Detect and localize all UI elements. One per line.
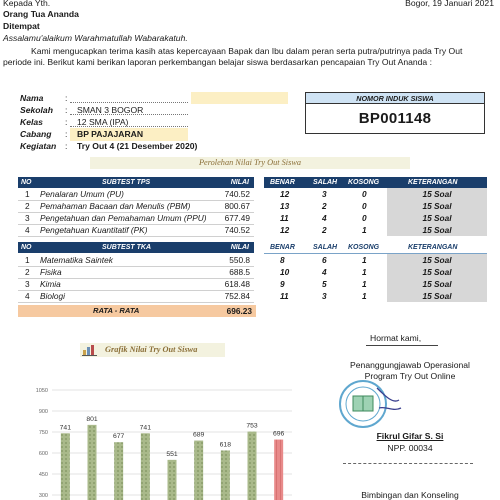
average-row [18, 305, 256, 317]
recipient-label: Kepada Yth. [3, 0, 51, 8]
recipient-place: Ditempat [3, 21, 40, 31]
tka-row-scores [264, 278, 384, 290]
tka-cell-salah: 4 [322, 267, 327, 277]
chart-y-tick-label: 300 [38, 493, 48, 499]
chart-value-label: 741 [139, 424, 152, 432]
tka-cell-no: 4 [25, 291, 30, 301]
tka-header-subtest: SUBTEST TKA [102, 244, 151, 251]
chart-value-label: 696 [272, 430, 285, 438]
tka-cell-kosong: 1 [362, 255, 367, 265]
tka-header-nilai: NILAI [230, 244, 249, 251]
cabang-value: BP PAJAJARAN [77, 129, 144, 139]
tps-cell-subtest: Pemahaman Bacaan dan Menulis (PBM) [40, 201, 191, 211]
tps-cell-no: 4 [25, 225, 30, 235]
info-row-kelas [20, 117, 128, 129]
tps-header-keterangan: KETERANGAN [408, 179, 458, 186]
cabang-label: Cabang [20, 129, 52, 139]
tka-cell-no: 3 [25, 279, 30, 289]
tps-row [18, 224, 254, 236]
recipient-name: Orang Tua Ananda [3, 9, 79, 19]
tps-cell-subtest: Pengetahuan Kuantitatif (PK) [40, 225, 148, 235]
tps-cell-benar: 12 [280, 225, 290, 235]
info-row-cabang [20, 129, 143, 141]
tps-cell-salah: 2 [322, 201, 327, 211]
tka-cell-nilai: 752.84 [224, 291, 250, 301]
chart-value-label: 551 [166, 450, 178, 458]
tps-row [18, 188, 254, 200]
kegiatan-label: Kegiatan [20, 141, 57, 151]
tps-cell-nilai: 677.49 [224, 213, 250, 223]
kelas-value: 12 SMA (IPA) [77, 117, 129, 127]
kelas-label: Kelas [20, 117, 43, 127]
tps-cell-subtest: Penalaran Umum (PU) [40, 189, 124, 199]
tka-header-salah: SALAH [313, 244, 338, 251]
tka-row [18, 266, 254, 278]
tka-cell-nilai: 550.8 [229, 255, 250, 265]
score-bar-chart [0, 337, 300, 500]
tps-row [18, 212, 254, 224]
chart-value-label: 689 [192, 431, 205, 439]
tps-cell-keterangan: 15 Soal [387, 212, 487, 224]
letter-date: Bogor, 19 Januari 2021 [405, 0, 494, 8]
chart-y-tick-label: 900 [38, 409, 48, 415]
tka-cell-keterangan: 15 Soal [387, 266, 487, 278]
chart-bar [221, 450, 230, 500]
tka-row-scores [264, 290, 384, 302]
tka-cell-kosong: 1 [362, 279, 367, 289]
chart-bar [61, 433, 70, 500]
tka-header-kosong: KOSONG [348, 244, 380, 251]
info-row-sekolah [20, 105, 143, 117]
tka-cell-no: 2 [25, 267, 30, 277]
tka-cell-nilai: 618.48 [224, 279, 250, 289]
chart-value-label: 741 [59, 424, 72, 432]
chart-bar [274, 440, 283, 500]
kegiatan-value: Try Out 4 (21 Desember 2020) [77, 141, 198, 151]
chart-bar [168, 460, 177, 500]
nama-colon: : [65, 93, 68, 103]
name-highlight [191, 92, 288, 104]
chart-value-label: 677 [112, 433, 125, 441]
student-id-value: BP001148 [358, 110, 432, 127]
tka-cell-kosong: 1 [362, 267, 367, 277]
tps-cell-benar: 13 [280, 201, 290, 211]
chart-bar [114, 442, 123, 500]
chart-bar [194, 441, 203, 500]
tka-cell-no: 1 [25, 255, 30, 265]
sekolah-value: SMAN 3 BOGOR [77, 105, 144, 115]
tka-row [18, 290, 254, 302]
tka-cell-benar: 10 [280, 267, 290, 277]
chart-y-tick-label: 750 [38, 430, 48, 436]
chart-y-tick-label: 600 [38, 451, 48, 457]
tps-row-scores [264, 212, 384, 224]
tka-cell-benar: 8 [280, 255, 285, 265]
chart-bar [88, 425, 97, 500]
tka-row [18, 278, 254, 290]
tps-row [18, 200, 254, 212]
tka-row-divider [18, 302, 254, 303]
tka-table-header [18, 242, 254, 253]
tka-header-benar: BENAR [270, 244, 295, 251]
tps-table-header-right [264, 177, 487, 188]
tps-row-scores [264, 200, 384, 212]
tka-cell-benar: 9 [280, 279, 285, 289]
tka-row [18, 254, 254, 266]
sekolah-colon: : [65, 105, 68, 115]
tps-cell-no: 3 [25, 213, 30, 223]
tka-cell-subtest: Fisika [40, 267, 62, 277]
info-row-kegiatan [20, 141, 197, 153]
tka-table-header-right [264, 242, 487, 253]
chart-bars [61, 422, 283, 500]
tka-cell-subtest: Matematika Saintek [40, 255, 113, 265]
tps-cell-salah: 2 [322, 225, 327, 235]
tps-row-scores [264, 224, 384, 236]
tka-cell-kosong: 1 [362, 291, 367, 301]
tps-cell-keterangan: 15 Soal [387, 224, 487, 236]
tka-cell-salah: 3 [322, 291, 327, 301]
cabang-colon: : [65, 129, 68, 139]
chart-value-label: 618 [219, 441, 232, 449]
tps-header-kosong: KOSONG [348, 179, 380, 186]
tps-cell-nilai: 800.67 [224, 201, 250, 211]
chart-value-label: 801 [86, 415, 98, 423]
tka-cell-benar: 11 [280, 291, 289, 301]
tka-cell-salah: 5 [322, 279, 327, 289]
responsible-title-line2: Program Try Out Online [364, 371, 456, 381]
tps-header-benar: BENAR [270, 179, 295, 186]
tka-cell-keterangan: 15 Soal [387, 254, 487, 266]
name-dotline [70, 102, 188, 103]
bimbel-stamp-icon [333, 378, 403, 430]
tps-cell-no: 1 [25, 189, 30, 199]
signer-npp: NPP. 00034 [387, 443, 433, 453]
chart-value-label: 753 [246, 422, 258, 430]
tps-row-divider [18, 236, 254, 237]
student-id-label: NOMOR INDUK SISWA [306, 93, 484, 104]
tps-cell-benar: 11 [280, 213, 289, 223]
closing-underline [366, 345, 438, 346]
signature-separator [343, 463, 473, 464]
nama-label: Nama [20, 93, 44, 103]
greeting: Assalamu'alaikum Warahmatullah Wabarakatuh. [3, 33, 188, 43]
tps-header-subtest: SUBTEST TPS [102, 179, 151, 186]
tps-cell-no: 2 [25, 201, 30, 211]
tps-cell-kosong: 0 [362, 189, 367, 199]
chart-y-tick-label: 1050 [35, 388, 48, 394]
tps-table-header [18, 177, 254, 188]
chart-y-tick-label: 450 [38, 472, 48, 478]
tps-cell-kosong: 0 [362, 213, 367, 223]
tps-header-no: NO [21, 179, 32, 186]
tka-cell-subtest: Kimia [40, 279, 61, 289]
tps-cell-nilai: 740.52 [224, 189, 250, 199]
tka-header-keterangan: KETERANGAN [408, 244, 458, 251]
tka-cell-salah: 6 [322, 255, 327, 265]
responsible-title-line1: Penanggungjawab Operasional [350, 360, 470, 370]
tps-cell-nilai: 740.52 [224, 225, 250, 235]
intro-paragraph: Kami mengucapkan terima kasih atas kepercayaan Bapak dan Ibu dalam peran serta putra/putrinya pada Try Out periode ini. Berikut kami berikan laporan perkembangan belajar siswa berdasarkan pencapaian Try Out Ananda : [3, 46, 463, 67]
average-label: RATA - RATA [93, 306, 140, 315]
info-row-nama [20, 93, 77, 105]
chart-bar [248, 432, 257, 500]
tps-cell-keterangan: 15 Soal [387, 188, 487, 200]
tps-cell-salah: 4 [322, 213, 327, 223]
kegiatan-colon: : [65, 141, 68, 151]
tka-row-scores [264, 254, 384, 266]
kelas-colon: : [65, 117, 68, 127]
closing-text: Hormat kami, [370, 333, 422, 343]
tps-cell-benar: 12 [280, 189, 290, 199]
student-id-box [305, 92, 485, 134]
sekolah-label: Sekolah [20, 105, 53, 115]
perolehan-title: Perolehan Nilai Try Out Siswa [90, 157, 410, 169]
tps-cell-subtest: Pengetahuan dan Pemahaman Umum (PPU) [40, 213, 207, 223]
counseling-label: Bimbingan dan Konseling [361, 490, 459, 500]
tps-header-salah: SALAH [313, 179, 338, 186]
tka-header-no: NO [21, 244, 32, 251]
tka-cell-keterangan: 15 Soal [387, 290, 487, 302]
tka-cell-keterangan: 15 Soal [387, 278, 487, 290]
chart-title: Grafik Nilai Try Out Siswa [105, 345, 198, 354]
signer-name: Fikrul Gifar S. Si [376, 431, 444, 441]
tka-cell-nilai: 688.5 [229, 267, 250, 277]
chart-bar [141, 433, 150, 500]
average-value: 696.23 [226, 306, 252, 316]
tka-cell-subtest: Biologi [40, 291, 65, 301]
tps-cell-kosong: 1 [362, 225, 367, 235]
tka-row-scores [264, 266, 384, 278]
tps-cell-salah: 3 [322, 189, 327, 199]
tps-row-scores [264, 188, 384, 200]
tps-header-nilai: NILAI [230, 179, 249, 186]
tps-cell-kosong: 0 [362, 201, 367, 211]
tps-cell-keterangan: 15 Soal [387, 200, 487, 212]
chart-y-ticks [36, 388, 48, 499]
